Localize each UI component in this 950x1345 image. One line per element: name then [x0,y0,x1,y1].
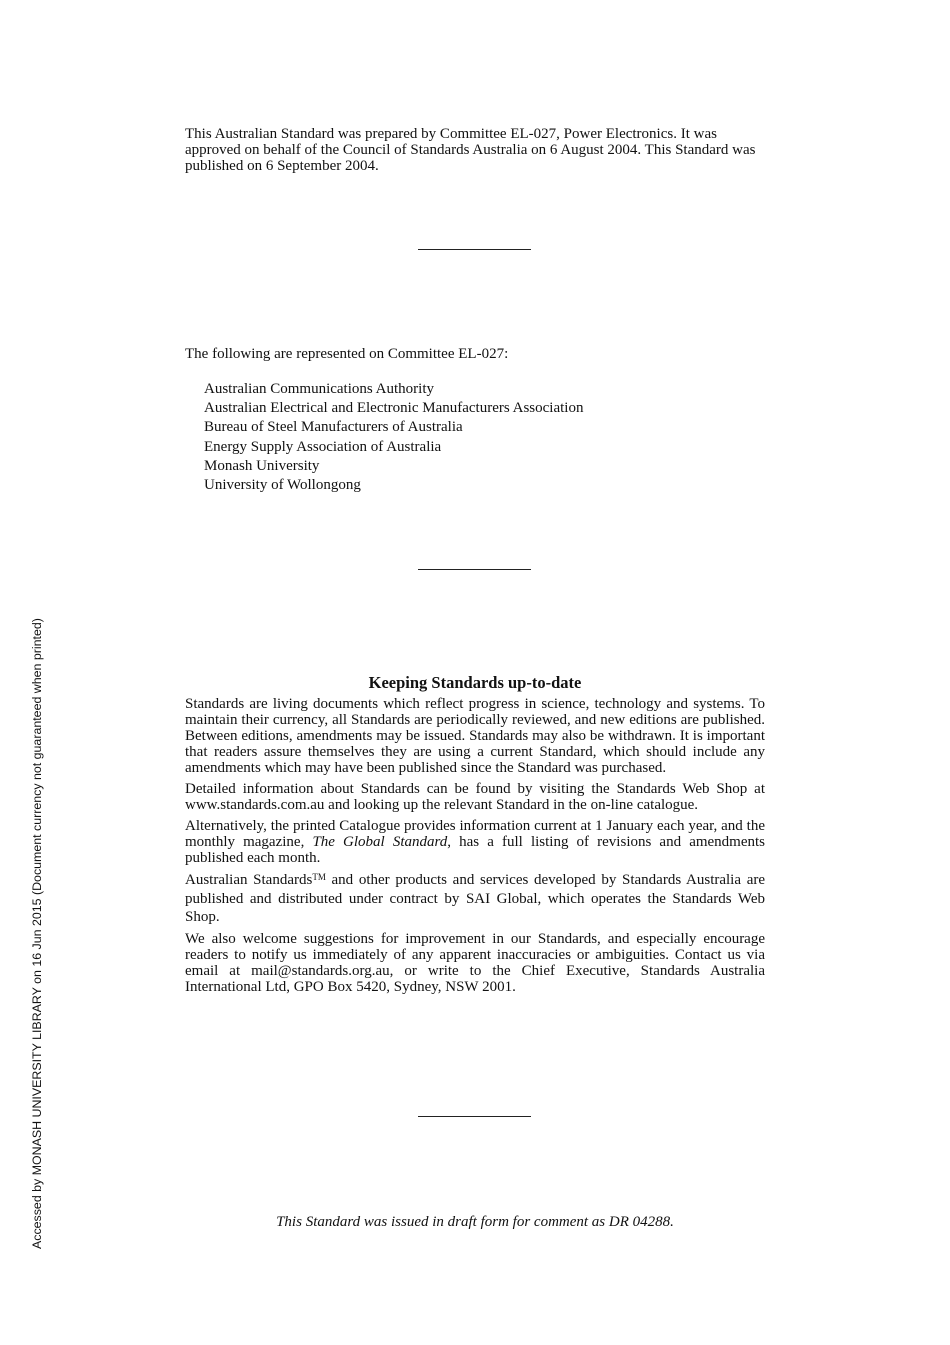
committee-member-list [204,380,583,495]
committee-member: Australian Electrical and Electronic Manufacturers Association [204,400,584,417]
section-divider [418,569,531,570]
committee-member: Australian Communications Authority [204,381,434,397]
section-divider [418,249,531,250]
catalogue-text-end: , has a full listing of revisions and amendments published each month. [185,834,766,866]
approval-statement [185,126,765,174]
approval-text: This Australian Standard was prepared by Committee EL-027, Power Electronics. It was approved on behalf of the Council of Standards Australia on 6 August 2004. This Standard was published on 6 September 2004. [185,126,756,174]
committee-member: Energy Supply Association of Australia [204,438,442,455]
keeping-standards-heading: Keeping Standards up-to-date [368,673,582,692]
sai-global-text: and other products and services developed by Standards Australia are published and distributed under contract by SAI Global, which operates the Standards Web Shop. [185,872,766,925]
magazine-title: The Global Standard [312,834,448,850]
draft-note: This Standard was issued in draft form for comment as DR 04288. [276,1214,674,1230]
committee-member: Monash University [204,457,320,474]
access-stamp: Accessed by MONASH UNIVERSITY LIBRARY on 16 Jun 2015 (Document currency not guaranteed when printed) [30,618,44,1249]
trademark-mark: TM [312,872,326,882]
keeping-paragraph-sai-global [185,871,765,927]
catalogue-text-start: Alternatively, the printed Catalogue provides information current at 1 January each year, and the monthly magazine, [185,818,765,850]
keeping-paragraph-suggestions: We also welcome suggestions for improvement in our Standards, and especially encourage readers to notify us immediately of any apparent inaccuracies or ambiguities. Contact us via email at mail@standards.org.au, or write to the Chief Executive, Standards Australia International Ltd, GPO Box 5420, Sydney, NSW 2001. [185,930,765,995]
australian-standards-text: Australian Standards [185,872,313,888]
keeping-paragraph-living-documents: Standards are living documents which reflect progress in science, technology and systems. To maintain their currency, all Standards are periodically reviewed, and new editions are published. Between editions, amendments may be issued. Standards may also be withdrawn. It is important that readers assure themselves they are using a current Standard, which should include any amendments which may have been published since the Standard was purchased. [185,696,765,776]
keeping-standards-body [185,696,765,1000]
section-divider [418,1116,531,1117]
keeping-paragraph-catalogue [185,818,765,866]
committee-member: University of Wollongong [204,477,361,494]
keeping-paragraph-web-shop: Detailed information about Standards can be found by visiting the Standards Web Shop at www.standards.com.au and looking up the relevant Standard in the on-line catalogue. [185,781,765,813]
committee-member: Bureau of Steel Manufacturers of Australia [204,419,463,436]
committee-intro: The following are represented on Committee EL-027: [185,346,509,362]
